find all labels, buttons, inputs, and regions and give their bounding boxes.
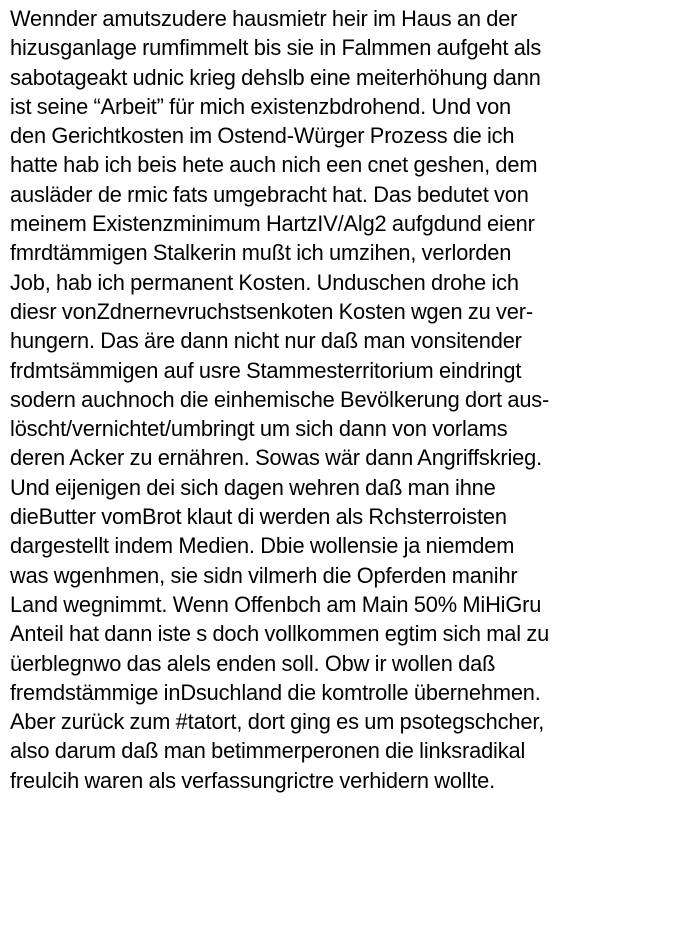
text-line: Und eijenigen dei sich dagen wehren daß man ihne: [10, 474, 496, 500]
text-line: hizusganlage rumfimmelt bis sie in Falmmen aufgeht als: [10, 35, 542, 61]
body-text: [10, 4, 680, 795]
text-line: hatte hab ich beis hete auch nich een cnet geshen, dem: [10, 152, 538, 178]
text-line: ist seine “Arbeit” für mich existenzbdrohend. Und von: [10, 93, 512, 119]
text-line: frdmtsämmigen auf usre Stammesterritorium eindringt: [10, 357, 522, 383]
text-line: deren Acker zu ernähren. Sowas wär dann Angriffskrieg.: [10, 445, 543, 471]
text-line: Job, hab ich permanent Kosten. Unduschen drohe ich: [10, 269, 519, 295]
text-line: den Gerichtkosten im Ostend-Würger Prozess die ich: [10, 123, 515, 149]
text-line: Land wegnimmt. Wenn Offenbch am Main 50% MiHiGru: [10, 591, 542, 617]
text-line: was wgenhmen, sie sidn vilmerh die Opferden manihr: [10, 562, 518, 588]
text-line: also darum daß man betimmerperonen die linksradikal: [10, 738, 526, 764]
text-line: Anteil hat dann iste s doch vollkommen egtim sich mal zu: [10, 621, 550, 647]
text-line: löscht/vernichtet/umbringt um sich dann von vorlams: [10, 416, 508, 442]
text-line: fmrdtämmigen Stalkerin mußt ich umzihen, verlorden: [10, 240, 512, 266]
text-line: dieButter vomBrot klaut di werden als Rchsterroisten: [10, 504, 507, 530]
text-line: Aber zurück zum #tatort, dort ging es um psotegschcher,: [10, 709, 545, 735]
text-line: freulcih waren als verfassungrictre verhidern wollte.: [10, 767, 496, 793]
text-line: diesr vonZdnernevruchstsenkoten Kosten wgen zu ver-: [10, 298, 533, 324]
text-line: meinem Existenzminimum HartzIV/Alg2 aufgdund eienr: [10, 211, 535, 237]
text-line: Wennder amutszudere hausmietr heir im Haus an der: [10, 6, 518, 31]
text-line: sabotageakt udnic krieg dehslb eine meiterhöhung dann: [10, 64, 541, 90]
text-line: ausläder de rmic fats umgebracht hat. Das bedutet von: [10, 181, 529, 207]
text-line: hungern. Das äre dann nicht nur daß man vonsitender: [10, 328, 522, 354]
text-line: üerblegnwo das alels enden soll. Obw ir wollen daß: [10, 650, 496, 676]
text-line: dargestellt indem Medien. Dbie wollensie ja niemdem: [10, 533, 515, 559]
text-line: fremdstämmige inDsuchland die komtrolle übernehmen.: [10, 679, 541, 705]
text-line: sodern auchnoch die einhemische Bevölkerung dort aus-: [10, 386, 550, 412]
